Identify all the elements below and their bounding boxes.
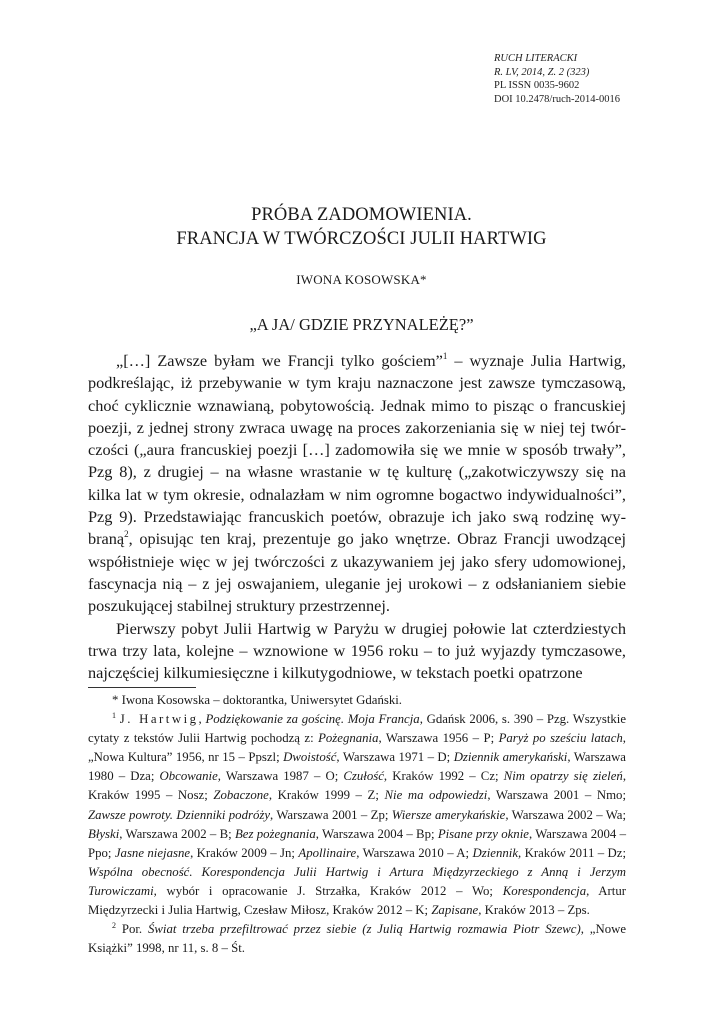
journal-volume: R. LV, 2014, Z. 2 (323) [494, 66, 590, 78]
footnote-2-number: 2 [112, 921, 116, 931]
fn1-text: wybór i opracowanie J. Strzałka, Kraków 2012 – Wo; [156, 883, 503, 898]
journal-issn: PL ISSN 0035-9602 [494, 80, 580, 91]
fn1-title: Wiersze amerykańskie, [391, 807, 509, 822]
fn1-title: Jasne niejasne [114, 845, 191, 860]
footnote-ref-1: 1 [442, 351, 448, 361]
paragraph-2: Pierwszy pobyt Julii Hartwig w Paryżu w drugiej połowie lat czterdziestych trwa trzy lata, kolejne – wznowione w 1956 roku – to już wyjazdy tymczasowe, najczęściej kilkumiesięczne i kilkutygodniowe, w tekstach poetki opatrzone [88, 618, 626, 683]
fn1-text: , Warszawa 2001 – Zp; [270, 807, 392, 822]
fn1-title: Błyski [88, 826, 120, 841]
fn1-text: , Warszawa 1956 – P; [378, 731, 499, 746]
fn1-title: Korespondencja [502, 883, 587, 898]
fn1-text: , [198, 712, 206, 727]
fn1-book-title: Podziękowanie za gościnę. Moja Francja [205, 712, 420, 727]
p1-text-a: „[…] Zawsze byłam we Francji tylko gościem” [116, 351, 443, 370]
fn1-title: Nim opatrzy się zieleń [503, 769, 623, 784]
fn1-text: , Warszawa 2001 – Nmo; [487, 788, 627, 803]
p1-text-c: , opisując ten kraj, prezentuje go jako wnętrze. Obraz Francji uwodzącej współistnieje więc w jej twórczości z ukazywaniem jej jako sfery udomowionej, fascynacja nią – z jej oswajaniem, uleganie jej urokowi – z odsłanianiem siebie poszukującej stabilnej struktury przestrzennej. [88, 529, 626, 616]
journal-doi: DOI 10.2478/ruch-2014-0016 [494, 93, 620, 105]
fn1-text: , Artur Międzyrzecki i Julia Hartwig, Czesław Miłosz, Kraków 2012 – K; [88, 883, 626, 918]
title-line-1: PRÓBA ZADOMOWIENIA. [251, 205, 472, 225]
author-name: IWONA KOSOWSKA* [296, 272, 427, 287]
fn1-title: Paryż po sześciu latach [498, 731, 623, 746]
fn1-title: Nie ma odpowiedzi [384, 788, 488, 803]
footnote-rule [88, 687, 196, 688]
title-line-2: FRANCJA W TWÓRCZOŚCI JULII HARTWIG [176, 229, 547, 249]
fn1-title: Zobaczone [213, 788, 269, 803]
footnote-1 [88, 710, 626, 920]
footnote-1-author: J. Hartwig [119, 712, 199, 727]
fn1-title: Czułość [343, 769, 384, 784]
footnotes [88, 691, 626, 958]
fn2-text: , „Nowe Książki” 1998, nr 11, s. 8 – Śt. [88, 922, 627, 956]
footnote-1-number: 1 [112, 711, 116, 721]
fn1-text: Warszawa 2002 – Wa; [508, 807, 627, 822]
article-title [60, 203, 663, 251]
body-text [88, 350, 626, 684]
fn1-text: , Warszawa 2004 – Ppo; [88, 826, 626, 860]
fn1-text: , Warszawa 2002 – B; [119, 826, 235, 841]
fn1-title: Dziennik, [472, 845, 522, 860]
fn2-title: Świat trzeba przefiltrować przez siebie (z Julią Hartwig rozmawia Piotr Szewc) [147, 922, 581, 937]
fn1-text: Kraków 2011 – Dz; [521, 845, 627, 860]
journal-name: RUCH LITERACKI [494, 53, 578, 64]
fn1-text: , Warszawa 1971 – D; [336, 750, 454, 765]
fn1-title: Dwoistość [283, 750, 337, 765]
fn2-text: Por. [116, 922, 148, 937]
fn1-title: Wspólna obecność. Korespondencja Julii Hartwig i Artura Międzyrzeckiego z Anną i Jerzym Turowiczami, [88, 864, 626, 898]
fn1-title: Pożegnania [318, 731, 379, 746]
paragraph-1 [88, 350, 626, 618]
footnote-star: * Iwona Kosowska – doktorantka, Uniwersytet Gdański. [112, 693, 403, 707]
fn1-text: , Warszawa 1987 – O; [217, 769, 344, 784]
fn1-title: Dziennik amerykański [453, 750, 568, 765]
fn1-text: , Kraków 1995 – Nosz; [88, 769, 627, 803]
fn1-text: , Kraków 1999 – Z; [268, 788, 385, 803]
fn1-text: , Gdańsk 2006, s. 390 – Pzg. Wszystkie cytaty z tekstów Julii Hartwig pochodzą z: [88, 712, 627, 746]
fn1-title: Obcowanie [159, 769, 218, 784]
footnote-ref-2: 2 [124, 529, 129, 540]
fn1-title: Zawsze powroty. Dzienniki podróży [88, 807, 271, 822]
journal-info [494, 52, 694, 106]
p1-text-b: – wyznaje Julia Hartwig, podkreślając, iż przebywanie w tym kraju naznaczone jest zawsze tymczasową, choć cyklicznie wznawianą, pobytowością. Jednak mimo to pisząc o francuskiej poezji, z jednej strony zwraca uwagę na proces zakorzeniania się w niej tej twórczości („aura francuskiej poezji […] zadomowiła się we mnie w sposób trwały”, Pzg 8), z drugiej – na własne wrastanie w tę kulturę („zakotwiczywszy się na kilka lat w tym okresie, odnalazłam w nim ogromne bogactwo indywidualności”, Pzg 9). Przedstawiając francuskich poetów, obrazuje ich jako swą rodzinę wybraną [88, 351, 626, 549]
fn1-title: Bez pożegnania [234, 826, 316, 841]
fn1-title: Zapisane, [431, 903, 482, 918]
fn1-title: Apollinaire [298, 845, 357, 860]
fn1-text: , Warszawa 1980 – Dza; [88, 750, 626, 784]
fn1-text: , „Nowa Kultura” 1956, nr 15 – Ppszl; [88, 731, 626, 765]
footnote-2 [88, 920, 626, 958]
fn1-text: , Kraków 1992 – Cz; [383, 769, 504, 784]
section-heading: „A JA/ GDZIE PRZYNALEŻĘ?” [249, 315, 474, 334]
fn1-text: , Warszawa 2004 – Bp; [315, 826, 438, 841]
fn1-text: , Kraków 2009 – Jn; [190, 845, 299, 860]
fn1-text: Kraków 2013 – Zps. [481, 903, 590, 918]
fn1-text: , Warszawa 2010 – A; [356, 845, 473, 860]
fn1-title: Pisane przy oknie [437, 826, 529, 841]
